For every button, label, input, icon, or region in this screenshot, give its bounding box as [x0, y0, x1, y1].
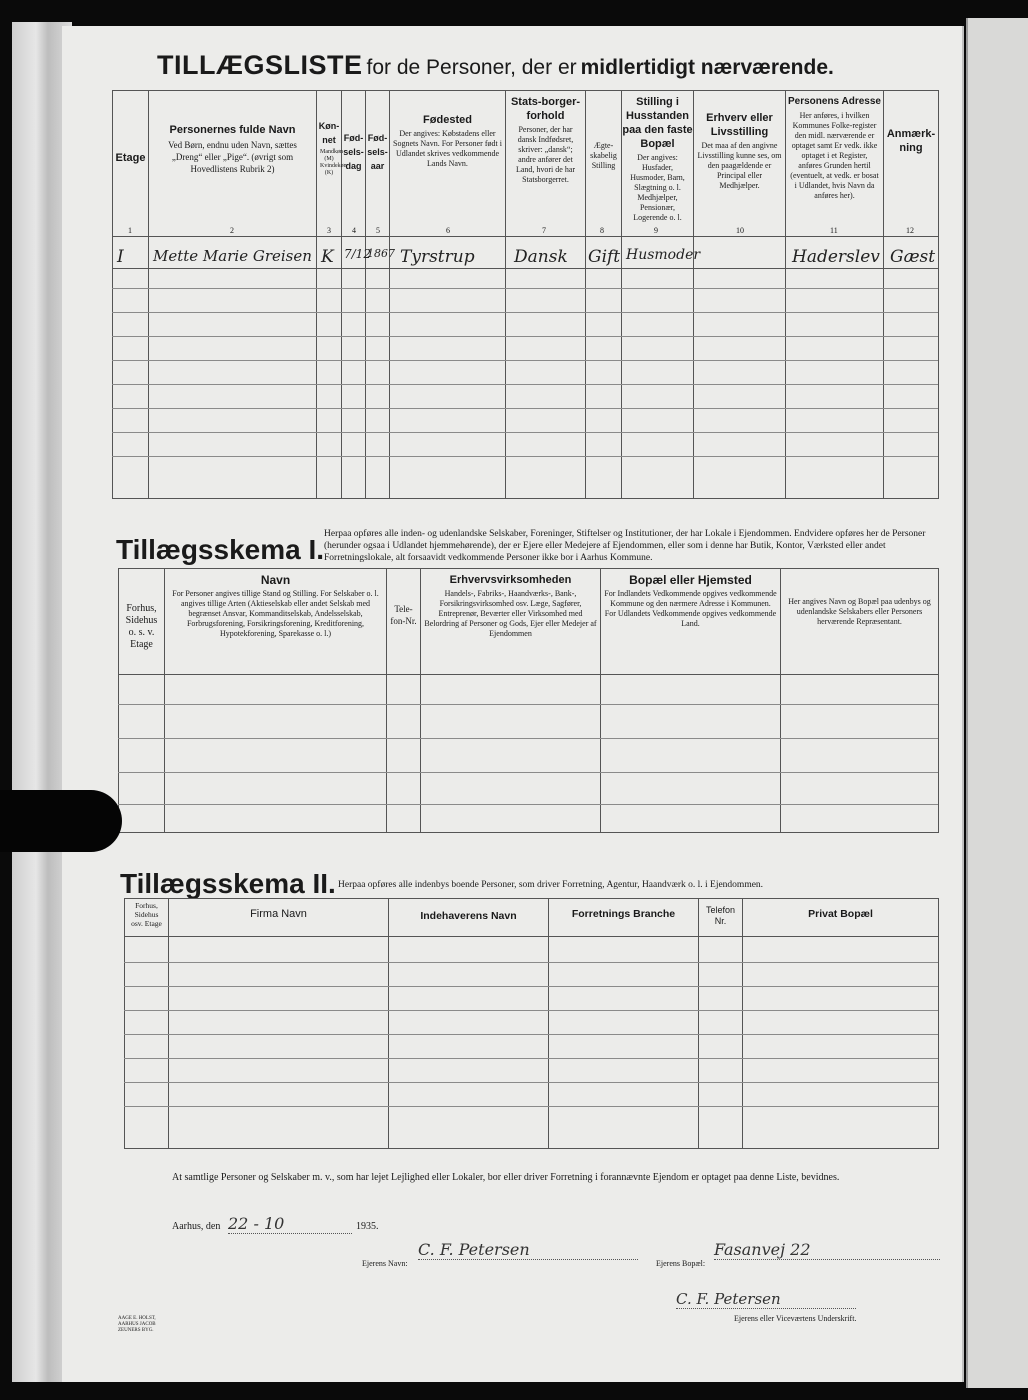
entry-statsborger: Dansk	[506, 237, 586, 269]
entry-fodested: Tyrstrup	[390, 237, 506, 269]
skema2-table	[124, 898, 939, 1149]
skema1-description: Herpaa opføres alle inden- og udenlandske Selskaber, Foreninger, Stiftelser og Institutioner, der har Lokale i Ejendommen. Endvidere opføres her de Personer (herunder ogsaa i Udlandet hjemmehørende), der er Ejere eller Medejere af Ejendommen, eller som i denne har Butik, Kontor, Værksted eller andet Forretningslokale, alt forsaavidt vedkommende Personer ikke bor i Aarhus Kommune.	[324, 529, 926, 563]
skema1-col-telefon: Tele-fon-Nr.	[387, 569, 421, 675]
title-end: midlertidigt nærværende.	[580, 56, 834, 79]
skema2-col-telefon: Telefon Nr.	[699, 899, 743, 937]
form-page	[62, 26, 964, 1382]
entry-adresse: Haderslev	[786, 237, 884, 269]
owner-address-label: Ejerens Bopæl:	[656, 1259, 706, 1268]
col-fodested-head: Fødested Der angives: Købstadens eller Sognets Navn. For Personer født i Udlandet skrives vedkommende Lands Navn.	[390, 91, 506, 237]
entry-aegteskab: Gift	[586, 237, 622, 269]
printer-mark: AAGE E. HOLST, AARHUS JACOB ZEUNERS BYG.	[118, 1316, 156, 1333]
col-anm-head: Anmærk-ning	[884, 91, 939, 237]
col-dag-head: Fød-sels-dag	[342, 91, 366, 237]
footer-date: 22 - 10	[228, 1214, 352, 1234]
owner-name: C. F. Petersen	[418, 1240, 638, 1260]
owner-name-label: Ejerens Navn:	[362, 1259, 408, 1268]
skema1-col-etage: Forhus, Sidehus o. s. v. Etage	[119, 569, 165, 675]
skema2-col-firma: Firma Navn	[169, 899, 389, 937]
skema1-table	[118, 568, 939, 833]
entry-anm: Gæst	[884, 237, 939, 269]
skema2-col-bopael: Privat Bopæl	[743, 899, 939, 937]
col-aar-head: Fød-sels-aar	[366, 91, 390, 237]
skema2-title: Tillægsskema II.	[120, 868, 336, 899]
footer-year: 1935.	[356, 1221, 379, 1232]
skema2-col-etage: Forhus, Sidehus osv. Etage	[125, 899, 169, 937]
title-main: TILLÆGSLISTE	[157, 50, 363, 80]
owner-signature: C. F. Petersen	[676, 1290, 856, 1309]
skema1-col-repr: Her angives Navn og Bopæl paa udenbys og udenlandske Selskabers eller Personers herværende Repræsentant.	[781, 569, 939, 675]
page-title	[157, 50, 947, 81]
tillaegsliste-table	[112, 90, 939, 499]
footer-statement: At samtlige Personer og Selskaber m. v., som har lejet Lejlighed eller Lokaler, bor eller driver Forretning i forannævnte Ejendom er optaget paa denne Liste, bevidnes.	[172, 1172, 840, 1183]
skema2-col-indehaver: Indehaverens Navn	[389, 899, 549, 937]
entry-navn: Mette Marie Greisen	[149, 237, 317, 269]
col-erhverv-head: Erhverv eller Livsstilling Det maa af den angivne Livsstilling kunne ses, om den paagældende er Principal eller Medhjælper.	[694, 91, 786, 237]
column-numbers: 1 2 3 4 5 6 7 8 9 10 11 12	[128, 226, 914, 235]
skema1-col-bopael: Bopæl eller Hjemsted For Indlandets Vedkommende opgives vedkommende Kommune og den nærmere Adresse i Kommunen. For Udlandets Vedkommende opgives vedkommende Land.	[601, 569, 781, 675]
thumb-holding-page	[0, 790, 122, 852]
skema1-title: Tillægsskema I.	[116, 534, 325, 565]
col-koen-head: Køn-net Mandkøn (M) Kvindekøn (K)	[317, 91, 342, 237]
col-adresse-head: Personens Adresse Her anføres, i hvilken Kommunes Folke-register den midl. nærværende er optaget samt Er vedk. ikke optaget i et Register, anføres Grunden hertil (eventuelt, at vedk. er bosat i Udlandet, hvis Navn da anføres her).	[786, 91, 884, 237]
col-aegteskab-head: Ægte-skabelig Stilling	[586, 91, 622, 237]
col-navn-head: Personernes fulde Navn Ved Børn, endnu uden Navn, sættes „Dreng“ eller „Pige“. (øvrigt som Hovedlistens Rubrik 2)	[149, 91, 317, 237]
signature-label: Ejerens eller Viceværtens Underskrift.	[734, 1314, 857, 1323]
entry-aar: 1867	[366, 237, 390, 269]
skema1-col-navn: Navn For Personer angives tillige Stand og Stilling. For Selskaber o. l. angives tillige Arten (Aktieselskab eller andet Selskab med begrænset Ansvar, Kommanditselskab, Andelsselskab, Forbrugsforening, Forsikringsforening, Kreditforening, Hypotekforening, Sparekasse o. l.)	[165, 569, 387, 675]
col-stilling-head: Stilling i Husstanden paa den faste Bopæl Der angives: Husfader, Husmoder, Barn, Slægtning o. l. Medhjælper, Pensionær, Logerende o. l.	[622, 91, 694, 237]
entry-dag: 7/12	[342, 237, 366, 269]
col-statsborger-head: Stats-borger-forhold Personer, der har dansk Indfødsret, skriver: „dansk“; andre anfører det Land, hvori de har Statsborgerret.	[506, 91, 586, 237]
footer-place: Aarhus, den	[172, 1221, 221, 1232]
entry-koen: K	[317, 237, 342, 269]
entry-erhverv	[694, 237, 786, 269]
entry-etage: I	[113, 237, 149, 269]
owner-address: Fasanvej 22	[714, 1240, 940, 1260]
skema1-col-erhverv: Erhvervsvirksomheden Handels-, Fabriks-, Haandværks-, Bank-, Forsikringsvirksomhed osv. Læge, Sagfører, Entreprenør, Beværter eller Virksomhed med Belordring af Personer og Gods, Ejer eller Medejer af Ejendommen	[421, 569, 601, 675]
title-mid: for de Personer, der er	[366, 56, 577, 79]
skema2-col-branche: Forretnings Branche	[549, 899, 699, 937]
facing-page	[966, 18, 1028, 1388]
entry-stilling: Husmoder	[622, 237, 694, 269]
skema2-description: Herpaa opføres alle indenbys boende Personer, som driver Forretning, Agentur, Haandværk o. l. i Ejendommen.	[338, 880, 764, 890]
col-etage-head: Etage	[113, 91, 149, 237]
